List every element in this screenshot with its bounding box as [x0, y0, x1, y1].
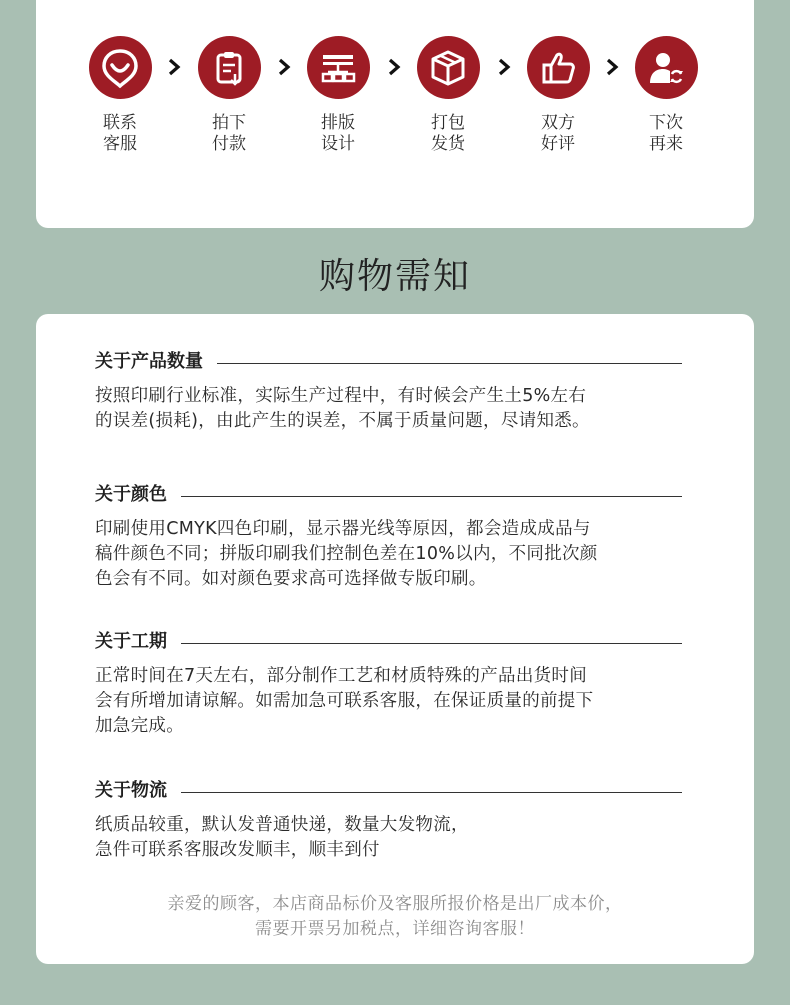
- note-line: 急件可联系客服改发顺丰，顺丰到付: [95, 840, 380, 860]
- footer-line: 亲爱的顾客，本店商品标价及客服所报价格是出厂成本价，: [167, 894, 623, 914]
- note-line: 加急完成。: [95, 716, 184, 736]
- note-logistics: [95, 776, 682, 863]
- shopping-notes-card: [36, 314, 754, 964]
- note-line: 纸质品较重，默认发普通快递，数量大发物流，: [95, 815, 469, 835]
- note-line: 会有所增加请谅解。如需加急可联系客服，在保证质量的前提下: [95, 691, 594, 711]
- note-line: 印刷使用CMYK四色印刷，显示器光线等原因，都会造成成品与: [95, 519, 591, 539]
- note-lead-time: [95, 627, 682, 739]
- note-title: 关于物流: [95, 780, 167, 801]
- note-color: [95, 480, 682, 592]
- section-title: 购物需知: [318, 256, 471, 297]
- note-title: 关于颜色: [95, 484, 167, 505]
- step-label-2: 设计: [321, 134, 355, 154]
- step-label-1: 联系: [103, 113, 137, 133]
- step-label-2: 再来: [649, 134, 683, 154]
- step-label-1: 排版: [321, 113, 355, 133]
- customer-service-icon: [89, 36, 152, 99]
- step-label-1: 下次: [649, 113, 683, 133]
- layout-design-icon: [307, 36, 370, 99]
- divider-line: [181, 792, 682, 793]
- repeat-customer-icon: [635, 36, 698, 99]
- step-contact-service: [65, 36, 175, 155]
- note-line: 正常时间在7天左右，部分制作工艺和材质特殊的产品出货时间: [95, 666, 588, 686]
- note-body: [95, 813, 682, 863]
- step-label-2: 付款: [212, 134, 246, 154]
- note-line: 按照印刷行业标准，实际生产过程中，有时候会产生土5%左右: [95, 386, 587, 406]
- divider-line: [217, 363, 682, 364]
- divider-line: [181, 496, 682, 497]
- note-body: [95, 517, 682, 592]
- note-title: 关于产品数量: [95, 351, 203, 372]
- note-body: [95, 384, 682, 434]
- step-label-1: 双方: [541, 113, 575, 133]
- package-box-icon: [417, 36, 480, 99]
- step-label-2: 客服: [103, 134, 137, 154]
- step-good-review: [503, 36, 613, 155]
- note-line: 色会有不同。如对颜色要求高可选择做专版印刷。: [95, 569, 487, 589]
- step-label-2: 好评: [541, 134, 575, 154]
- footer-line: 需要开票另加税点，详细咨询客服！: [255, 919, 535, 939]
- note-line: 的误差(损耗)，由此产生的误差，不属于质量问题，尽请知悉。: [95, 411, 590, 431]
- step-label-2: 发货: [431, 134, 465, 154]
- divider-line: [181, 643, 682, 644]
- thumbs-up-icon: [527, 36, 590, 99]
- pricing-footer-note: [36, 892, 754, 942]
- process-steps: [36, 36, 754, 206]
- note-title: 关于工期: [95, 631, 167, 652]
- step-order-pay: [174, 36, 284, 155]
- step-label-1: 打包: [431, 113, 465, 133]
- note-body: [95, 664, 682, 739]
- step-pack-ship: [393, 36, 503, 155]
- order-payment-icon: [198, 36, 261, 99]
- note-line: 稿件颜色不同；拼版印刷我们控制色差在10%以内，不同批次颜: [95, 544, 598, 564]
- step-come-again: [611, 36, 721, 155]
- note-quantity: [95, 347, 682, 434]
- step-label-1: 拍下: [212, 113, 246, 133]
- step-layout-design: [283, 36, 393, 155]
- process-card: [36, 0, 754, 228]
